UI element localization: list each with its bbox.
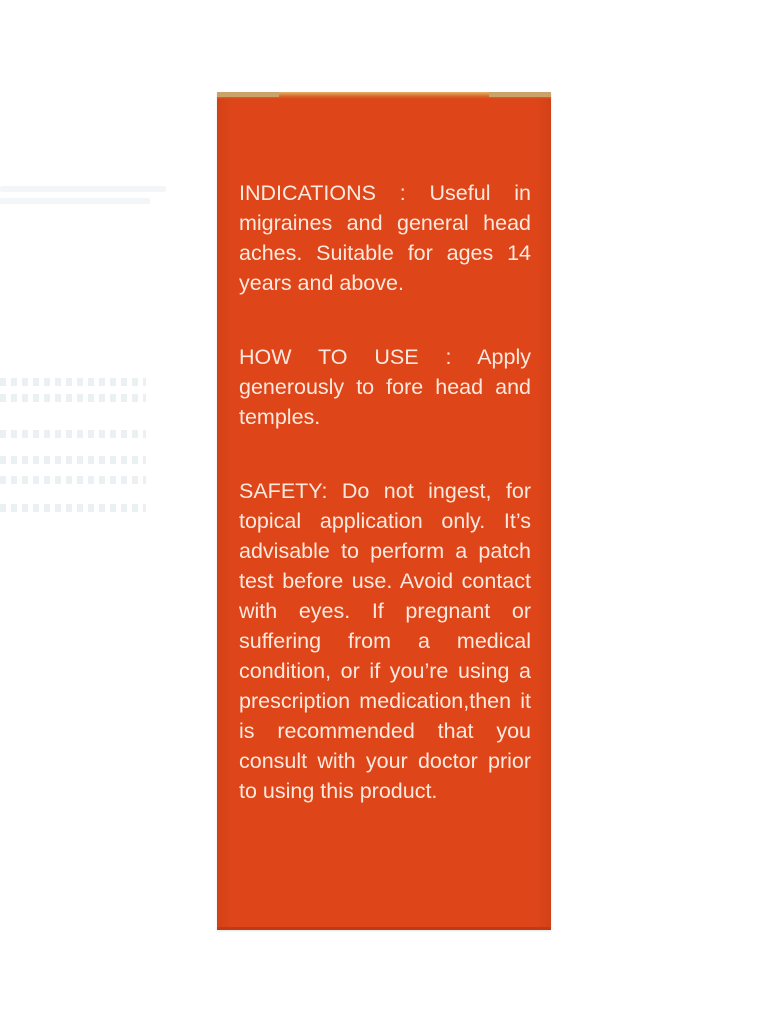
faded-text-row [0, 394, 146, 402]
indications-heading: INDICATIONS : [239, 181, 406, 205]
how-to-use-section [239, 342, 531, 432]
faded-line [0, 186, 166, 192]
faded-background-panel [0, 186, 168, 516]
carton-bottom-edge [217, 927, 551, 930]
carton-tab-right [489, 92, 551, 97]
how-to-use-heading: HOW TO USE : [239, 345, 452, 369]
indications-section [239, 178, 531, 298]
indications-paragraph [239, 178, 531, 298]
faded-line [0, 198, 150, 204]
how-to-use-paragraph [239, 342, 531, 432]
product-carton [217, 92, 551, 930]
label-text [239, 178, 531, 806]
safety-section [239, 476, 531, 806]
how-to-use-body: Apply generously to fore head and temples. [239, 345, 531, 429]
faded-text-row [0, 456, 146, 464]
faded-text-row [0, 378, 146, 386]
safety-body: Do not ingest, for topical application only. It’s advisable to perform a patch test before use. Avoid contact with eyes. If pregnant or suffering from a medical condition, or if you’re using a prescription medication,then it is recommended that you consult with your doctor prior to using this product. [239, 479, 531, 803]
indications-body: Useful in migraines and general head aches. Suitable for ages 14 years and above. [239, 181, 531, 295]
safety-paragraph [239, 476, 531, 806]
carton-tab-left [217, 92, 279, 97]
faded-text-row [0, 430, 146, 438]
safety-heading: SAFETY: [239, 479, 328, 503]
faded-text-row [0, 504, 146, 512]
faded-text-row [0, 476, 146, 484]
